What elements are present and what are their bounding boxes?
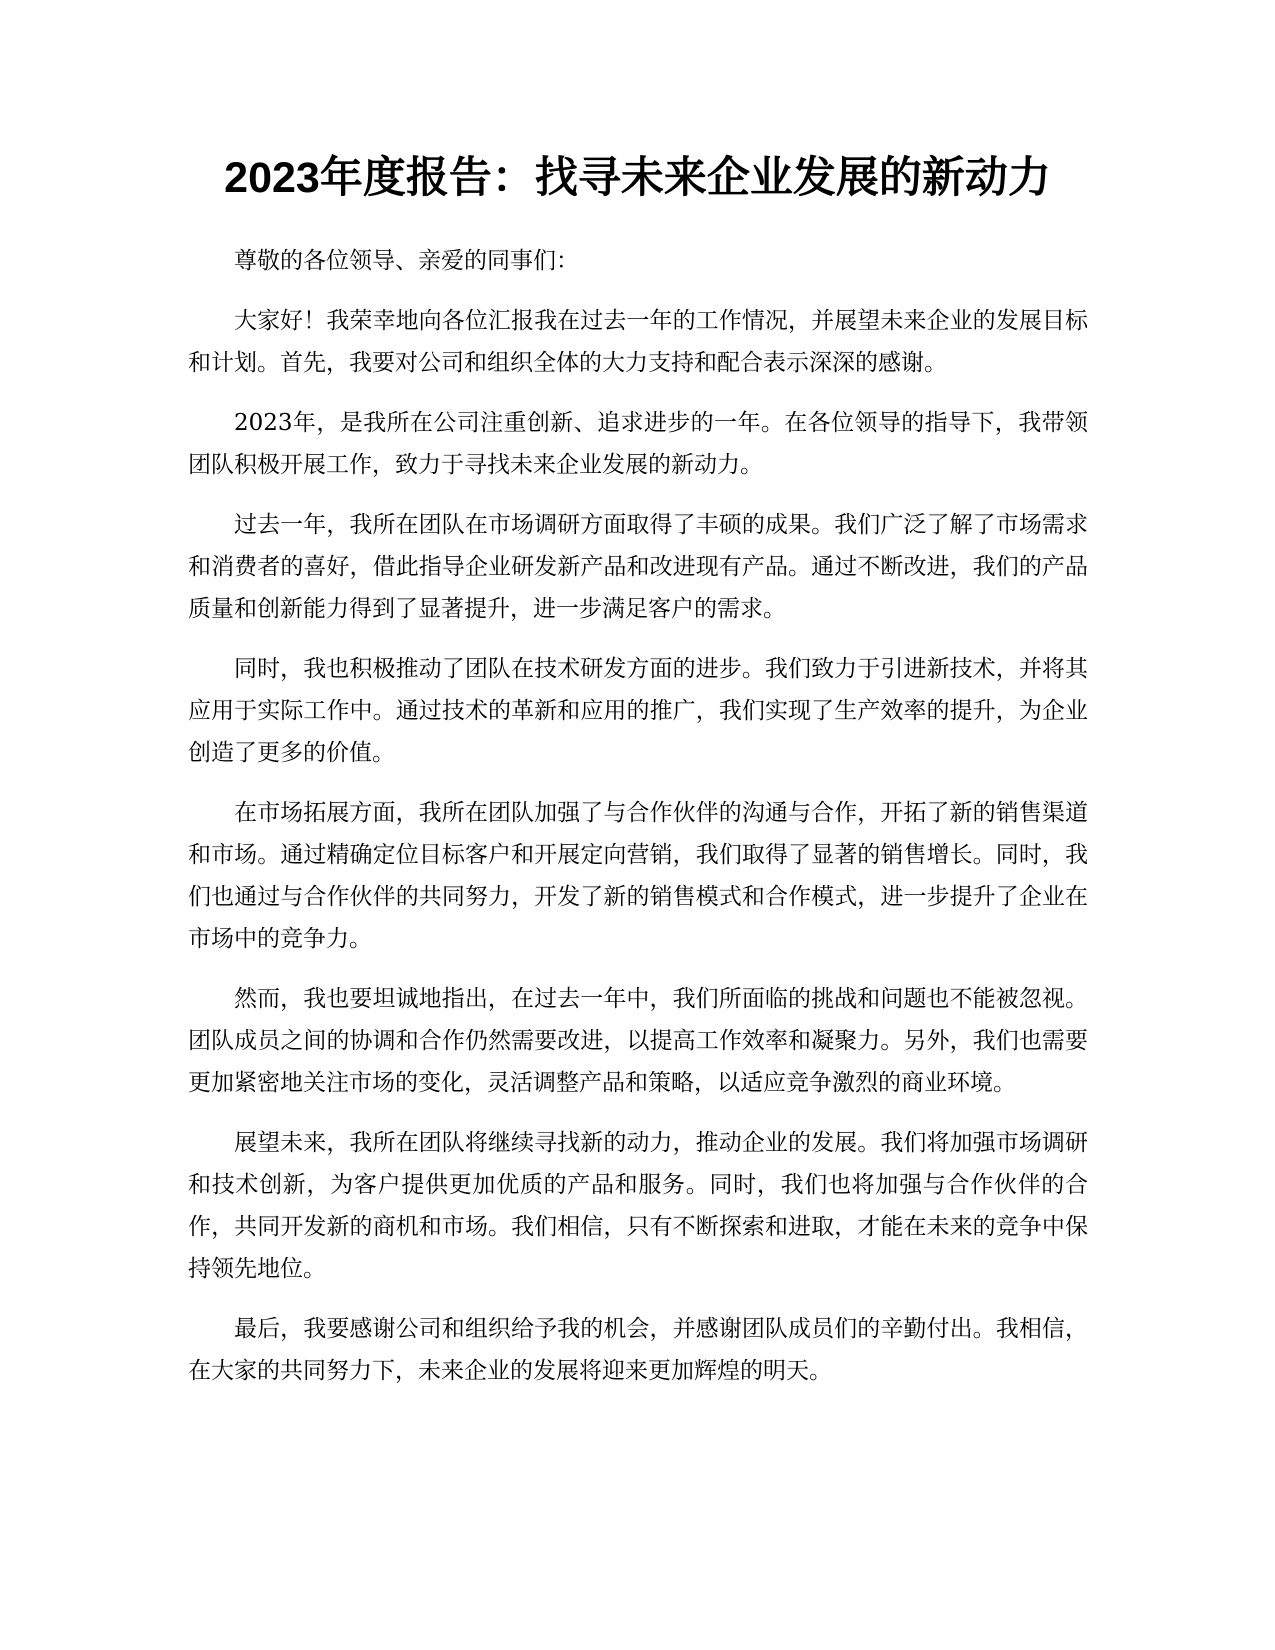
- body-paragraph: 大家好！我荣幸地向各位汇报我在过去一年的工作情况，并展望未来企业的发展目标和计划。首先，我要对公司和组织全体的大力支持和配合表示深深的感谢。: [188, 308, 1088, 376]
- body-paragraph: 2023年，是我所在公司注重创新、追求进步的一年。在各位领导的指导下，我带领团队积极开展工作，致力于寻找未来企业发展的新动力。: [188, 410, 1088, 478]
- body-paragraph: 同时，我也积极推动了团队在技术研发方面的进步。我们致力于引进新技术，并将其应用于实际工作中。通过技术的革新和应用的推广，我们实现了生产效率的提升，为企业创造了更多的价值。: [188, 656, 1088, 766]
- body-paragraph: 在市场拓展方面，我所在团队加强了与合作伙伴的沟通与合作，开拓了新的销售渠道和市场。通过精确定位目标客户和开展定向营销，我们取得了显著的销售增长。同时，我们也通过与合作伙伴的共同努力，开发了新的销售模式和合作模式，进一步提升了企业在市场中的竞争力。: [188, 800, 1088, 952]
- body-paragraph: 展望未来，我所在团队将继续寻找新的动力，推动企业的发展。我们将加强市场调研和技术创新，为客户提供更加优质的产品和服务。同时，我们也将加强与合作伙伴的合作，共同开发新的商机和市场。我们相信，只有不断探索和进取，才能在未来的竞争中保持领先地位。: [188, 1130, 1088, 1282]
- salutation-paragraph: 尊敬的各位领导、亲爱的同事们：: [234, 248, 579, 274]
- closing-paragraph: 最后，我要感谢公司和组织给予我的机会，并感谢团队成员们的辛勤付出。我相信，在大家的共同努力下，未来企业的发展将迎来更加辉煌的明天。: [188, 1316, 1088, 1384]
- document-title: 2023年度报告：找寻未来企业发展的新动力: [224, 154, 1051, 202]
- body-paragraph: 过去一年，我所在团队在市场调研方面取得了丰硕的成果。我们广泛了解了市场需求和消费者的喜好，借此指导企业研发新产品和改进现有产品。通过不断改进，我们的产品质量和创新能力得到了显著提升，进一步满足客户的需求。: [188, 512, 1088, 622]
- document-body: [188, 240, 1088, 1410]
- body-paragraph: 然而，我也要坦诚地指出，在过去一年中，我们所面临的挑战和问题也不能被忽视。团队成员之间的协调和合作仍然需要改进，以提高工作效率和凝聚力。另外，我们也需要更加紧密地关注市场的变化，灵活调整产品和策略，以适应竞争激烈的商业环境。: [188, 986, 1088, 1096]
